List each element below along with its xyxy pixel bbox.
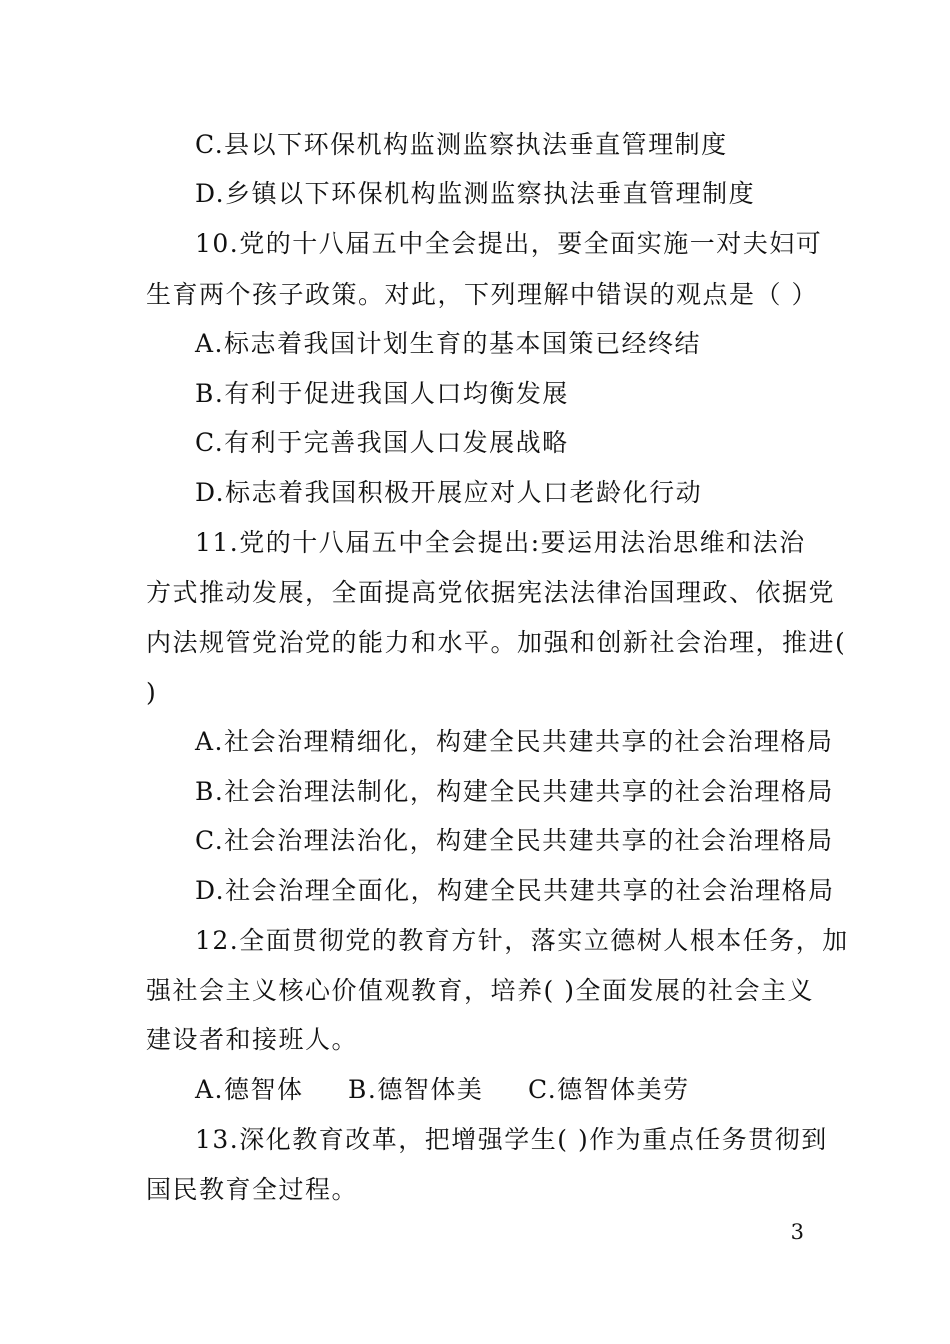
q10-stem-line-1: 10.党的十八届五中全会提出，要全面实施一对夫妇可: [195, 229, 823, 258]
q9-option-d: D.乡镇以下环保机构监测监察执法垂直管理制度: [195, 179, 756, 208]
q11-stem-line-1: 11.党的十八届五中全会提出:要运用法治思维和法治: [195, 528, 806, 557]
q11-option-a: A.社会治理精细化，构建全民共建共享的社会治理格局: [195, 727, 834, 756]
q10-option-d: D.标志着我国积极开展应对人口老龄化行动: [195, 478, 703, 507]
q11-stem-line-3: 内法规管党治党的能力和水平。加强和创新社会治理，推进(: [146, 628, 847, 657]
q11-option-d: D.社会治理全面化，构建全民共建共享的社会治理格局: [195, 876, 835, 905]
q11-stem-line-2: 方式推动发展，全面提高党依据宪法法律治国理政、依据党: [146, 578, 836, 607]
q11-option-b: B.社会治理法制化，构建全民共建共享的社会治理格局: [195, 777, 834, 806]
q10-stem-line-2: 生育两个孩子政策。对此，下列理解中错误的观点是（ ）: [146, 280, 818, 309]
q12-stem-line-1: 12.全面贯彻党的教育方针，落实立德树人根本任务，加: [195, 926, 849, 955]
q9-option-c: C.县以下环保机构监测监察执法垂直管理制度: [195, 130, 728, 159]
q13-stem-line-1: 13.深化教育改革，把增强学生( )作为重点任务贯彻到: [195, 1125, 828, 1154]
q10-option-b: B.有利于促进我国人口均衡发展: [195, 379, 569, 408]
q11-stem-line-4: ): [146, 678, 158, 707]
q13-stem-line-2: 国民教育全过程。: [146, 1175, 359, 1204]
q12-option-b: B.德智体美: [348, 1075, 484, 1104]
q12-option-c: C.德智体美劳: [528, 1075, 690, 1104]
q10-option-a: A.标志着我国计划生育的基本国策已经终结: [195, 329, 702, 358]
q12-stem-line-3: 建设者和接班人。: [146, 1025, 359, 1054]
q12-options-row: [195, 1073, 690, 1107]
q12-stem-line-2: 强社会主义核心价值观教育，培养( )全面发展的社会主义: [146, 976, 814, 1005]
q11-option-c: C.社会治理法治化，构建全民共建共享的社会治理格局: [195, 826, 834, 855]
page-number: 3: [790, 1220, 804, 1244]
q12-option-a: A.德智体: [195, 1075, 304, 1104]
q10-option-c: C.有利于完善我国人口发展战略: [195, 428, 569, 457]
